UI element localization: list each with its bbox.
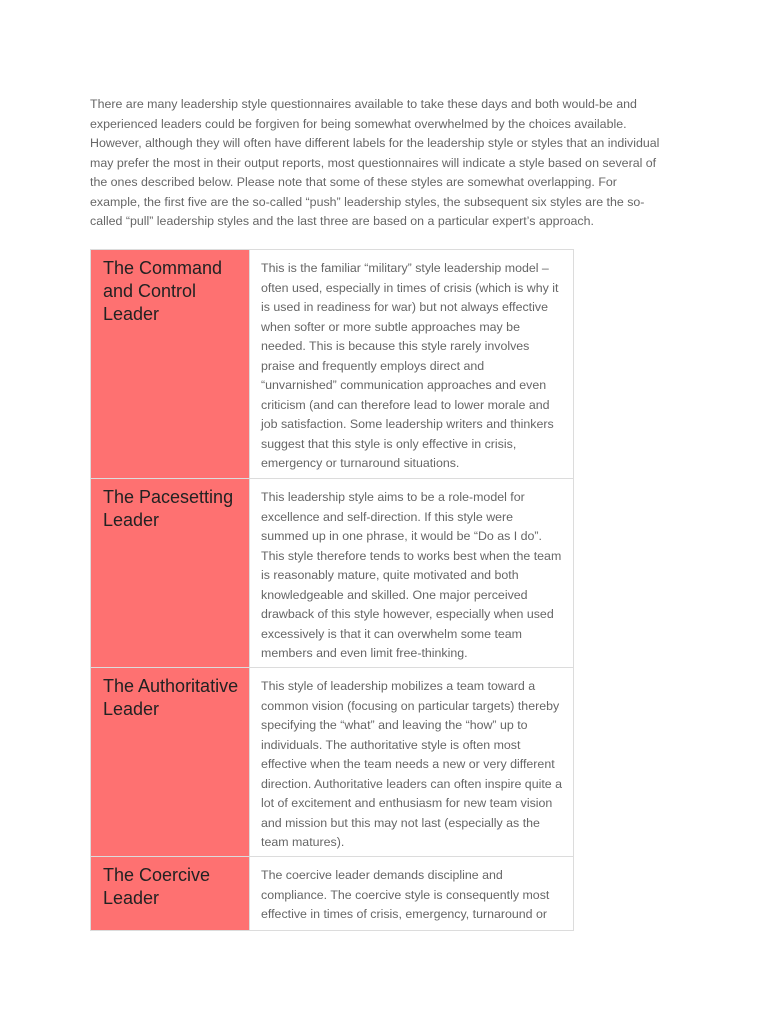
table-row (91, 479, 574, 668)
table-row (91, 668, 574, 857)
style-name: The Command and Control Leader (103, 258, 223, 324)
style-description: This is the familiar “military” style leadership model – often used, especially in times of crisis (which is why it is used in readiness for war) but not always effective when softer or more subtle approaches may be needed. This is because this style rarely involves praise and frequently employs direct and “unvarnished” communication approaches and even criticism (and can therefore lead to lower morale and job satisfaction. Some leadership writers and thinkers suggest that this style is only effective in crisis, emergency or turnaround situations. (261, 261, 559, 470)
table-row (91, 857, 574, 931)
style-name-cell (91, 250, 250, 479)
style-description: This leadership style aims to be a role-model for excellence and self-direction. If this style were summed up in one phrase, it would be “Do as I do”. This style therefore tends to works best when the team is reasonably mature, quite motivated and both knowledgeable and skilled. One major perceived drawback of this style however, especially when used excessively is that it can overwhelm some team members and even limit free-thinking. (261, 490, 562, 660)
style-description-cell (250, 857, 574, 931)
style-name: The Coercive Leader (103, 865, 211, 908)
style-name-cell (91, 479, 250, 668)
style-description: This style of leadership mobilizes a team toward a common vision (focusing on particular targets) thereby specifying the “what” and leaving the “how” up to individuals. The authoritative style is often most effective when the team needs a new or very different direction. Authoritative leaders can often inspire quite a lot of excitement and enthusiasm for new team vision and mission but this may not last (especially as the team matures). (261, 679, 562, 849)
style-name-cell (91, 668, 250, 857)
leadership-styles-table (90, 249, 574, 931)
style-name: The Pacesetting Leader (103, 487, 234, 530)
table-row (91, 250, 574, 479)
style-name-cell (91, 857, 250, 931)
style-name: The Authoritative Leader (103, 676, 239, 719)
style-description-cell (250, 668, 574, 857)
intro-paragraph: There are many leadership style questionnaires available to take these days and both would-be and experienced leaders could be forgiven for being somewhat overwhelmed by the choices available. However, although they will often have different labels for the leadership style or styles that an individual may prefer the most in their output reports, most questionnaires will indicate a style based on several of the ones described below. Please note that some of these styles are somewhat overlapping. For example, the first five are the so-called “push” leadership styles, the subsequent six styles are the so-called “pull” leadership styles and the last three are based on a particular expert’s approach. (90, 97, 660, 228)
style-description-cell (250, 479, 574, 668)
style-description: The coercive leader demands discipline and compliance. The coercive style is consequently most effective in times of crisis, emergency, turnaround or (261, 868, 550, 921)
style-description-cell (250, 250, 574, 479)
